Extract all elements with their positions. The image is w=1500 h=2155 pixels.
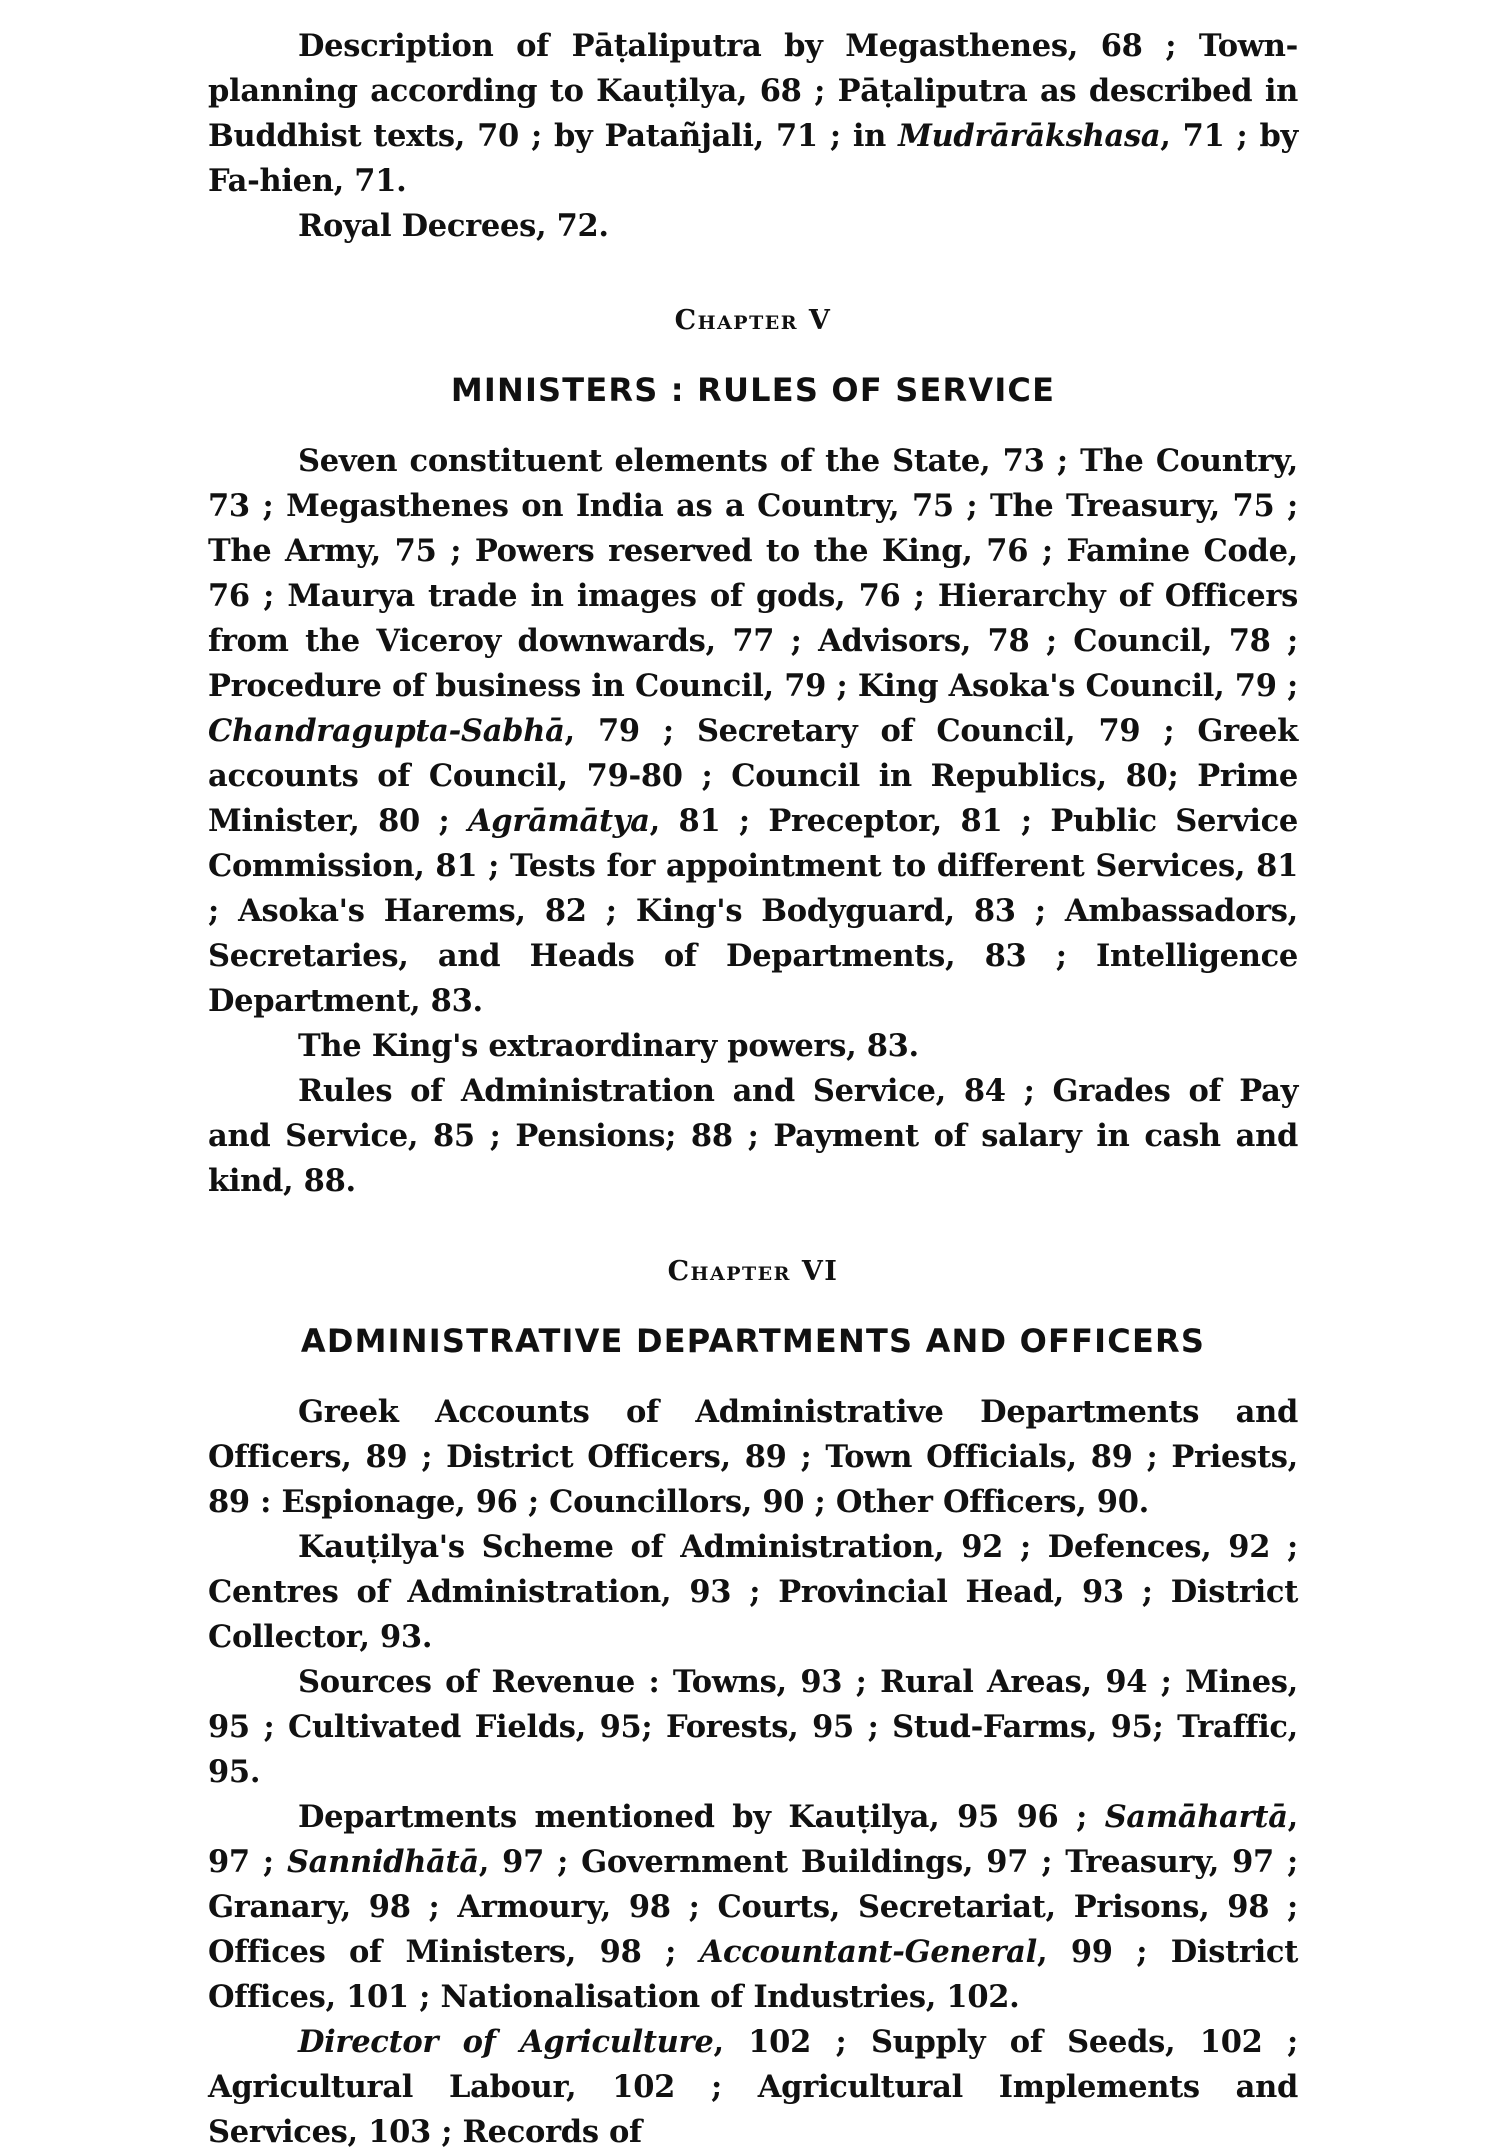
italic-term: Chandragupta-Sabhā xyxy=(208,713,565,749)
italic-title: Mudrārākshasa xyxy=(898,118,1161,154)
text-span: , 81 ; Preceptor, 81 ; Public Service Commission, 81 ; Tests for appointment to different Services, 81 ; Asoka's Harems, 82 ; King's Bodyguard, 83 ; Ambassadors, Secretaries, and Heads of Departments, 83 ; Intelligence Department, 83. xyxy=(208,803,1298,1019)
text-span: , 97 ; Government Buildings, 97 ; Treasury, 97 ; Granary, 98 ; Armoury, 98 ; Courts, Secretariat, Prisons, 98 ; Offices of Ministers, 98 ; xyxy=(208,1844,1298,1970)
italic-term: Director of Agriculture xyxy=(298,2024,714,2060)
text-span: , 79 ; Secretary of Council, 79 ; Greek accounts of Council, 79-80 ; Council in Republics, 80; Prime Minister, 80 ; xyxy=(208,713,1298,839)
text-span: , 102 ; Supply of Seeds, 102 ; Agricultural Labour, 102 ; Agricultural Implements and Services, 103 ; Records of xyxy=(208,2024,1298,2150)
text-span: Seven constituent elements of the State, 73 ; The Country, 73 ; Megasthenes on India as a Country, 75 ; The Treasury, 75 ; The Army, 75 ; Powers reserved to the King, 76 ; Famine Code, 76 ; Maurya trade in images of gods, 76 ; Hierarchy of Officers from the Viceroy downwards, 77 ; Advisors, 78 ; Council, 78 ; Procedure of business in Council, 79 ; King Asoka's Council, 79 ; xyxy=(208,443,1298,704)
chapter-6-paragraph-5 xyxy=(208,2020,1298,2155)
chapter-5-paragraph-1 xyxy=(208,439,1298,1024)
text-span: Departments mentioned by Kauṭilya, 95 96 ; xyxy=(298,1799,1088,1835)
intro-paragraph-2: Royal Decrees, 72. xyxy=(298,208,609,244)
italic-term: Agrāmātya xyxy=(467,803,650,839)
chapter-5-title: MINISTERS : RULES OF SERVICE xyxy=(450,371,1056,409)
chapter-6-paragraph-1: Greek Accounts of Administrative Departments and Officers, 89 ; District Officers, 89 ; Town Officials, 89 ; Priests, 89 : Espionage, 96 ; Councillors, 90 ; Other Officers, 90. xyxy=(208,1394,1298,1520)
chapter-5-paragraph-2: The King's extraordinary powers, 83. xyxy=(298,1028,919,1064)
italic-term: Sannidhātā xyxy=(286,1844,479,1880)
chapter-6-paragraph-3: Sources of Revenue : Towns, 93 ; Rural Areas, 94 ; Mines, 95 ; Cultivated Fields, 95; Forests, 95 ; Stud-Farms, 95; Traffic, 95. xyxy=(208,1664,1298,1790)
text-span: , 97 ; xyxy=(208,1799,1298,1880)
chapter-5-label: Chapter V xyxy=(674,305,832,336)
italic-term: Samāhartā xyxy=(1104,1799,1288,1835)
chapter-6-paragraph-4 xyxy=(208,1795,1298,2020)
italic-term: Accountant-General xyxy=(699,1934,1037,1970)
intro-paragraph-1 xyxy=(208,24,1298,204)
text-span: , 99 ; District Offices, 101 ; Nationalisation of Industries, 102. xyxy=(208,1934,1298,2015)
document-page xyxy=(208,24,1298,2155)
chapter-5-paragraph-3: Rules of Administration and Service, 84 ; Grades of Pay and Service, 85 ; Pensions; 88 ; Payment of salary in cash and kind, 88. xyxy=(208,1073,1298,1199)
chapter-6-label: Chapter VI xyxy=(667,1256,839,1287)
chapter-6-title: ADMINISTRATIVE DEPARTMENTS AND OFFICERS xyxy=(300,1322,1206,1360)
chapter-6-paragraph-2: Kauṭilya's Scheme of Administration, 92 ; Defences, 92 ; Centres of Administration, 93 ; Provincial Head, 93 ; District Collector, 93. xyxy=(208,1529,1298,1655)
text-span: Description of Pāṭaliputra by Megasthenes, 68 ; Town-planning according to Kauṭilya, 68 ; Pāṭaliputra as described in Buddhist texts, 70 ; by Patañjali, 71 ; in xyxy=(208,28,1298,154)
text-span: , 71 ; by Fa-hien, 71. xyxy=(208,118,1298,199)
